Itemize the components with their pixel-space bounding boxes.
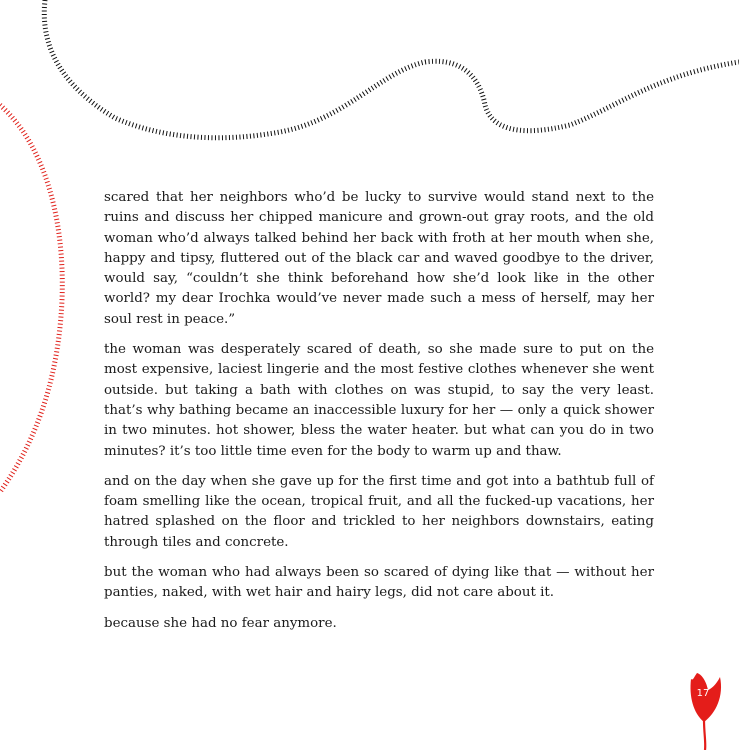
paragraph: scared that her neighbors who’d be lucky to survive would stand next to the ruins and discuss her chipped manicure and grown-out gray roots, and the old woman who’d always talked behind her back with froth at her mouth when she, happy and tipsy, fluttered out of the black car and waved goodbye to the driver, would say, “couldn’t she think beforehand how she’d look like in the other world? my dear Irochka would’ve never made such a mess of herself, may her soul rest in peace.” — [104, 190, 654, 327]
red-tulip-icon — [691, 673, 722, 750]
black-wave-stitch — [44, 0, 739, 138]
paragraph: but the woman who had always been so scared of dying like that — without her panties, naked, with wet hair and hairy legs, did not care about it. — [104, 565, 654, 601]
red-arc-stitch — [0, 105, 62, 492]
body-text — [104, 188, 654, 644]
paragraph: the woman was desperately scared of death, so she made sure to put on the most expensive, laciest lingerie and the most festive clothes whenever she went outside. but taking a bath with clothes on was stupid, to say the very least. that’s why bathing became an inaccessible luxury for her — only a quick shower in two minutes. hot shower, bless the water heater. but what can you do in two minutes? it’s too little time even for the body to warm up and thaw. — [104, 342, 654, 459]
paragraph: and on the day when she gave up for the first time and got into a bathtub full of foam smelling like the ocean, tropical fruit, and all the fucked-up vacations, her hatred splashed on the floor and trickled to her neighbors downstairs, eating through tiles and concrete. — [104, 473, 654, 550]
page-number: 17 — [696, 688, 710, 699]
paragraph: because she had no fear anymore. — [104, 615, 337, 631]
